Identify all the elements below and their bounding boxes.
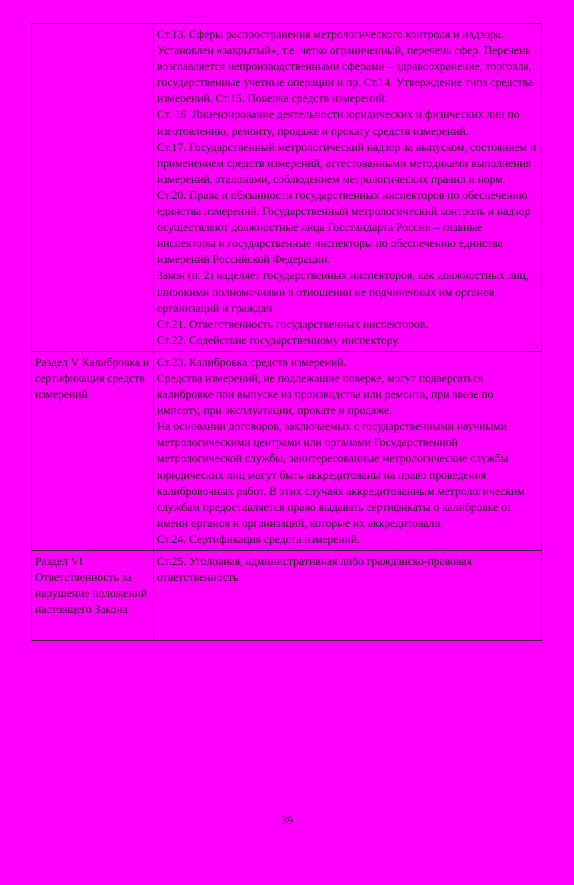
paragraph: Ст.24. Сертификация средств измерений. [157, 532, 360, 546]
paragraph: Ст.21. Ответственность государственных инспекторов. [157, 317, 429, 331]
paragraph: Ст.25. Уголовная, административная либо гражданско-правовая ответственность. [157, 555, 472, 585]
paragraph: Средства измерений, не подлежащие поверке, могут подвергаться калибровке при выпуске из производства или ремонта, при ввозе по импорту, при эксплуатации, прокате и продаже. [157, 371, 494, 418]
paragraph: Ст. 16. Лицензирование деятельности юридических и физических лиц по изготовлению, ремонту, продаже и прокату средств измерений. [157, 108, 520, 138]
document-table [31, 23, 542, 641]
table-row [32, 24, 542, 352]
table-row [32, 551, 542, 641]
paragraph: Ст.17. Государственный метрологический надзор за выпуском, состоянием и применением средств измерений, аттестованными методиками выполнения измерений, эталонами, соблюдением метрологических правил и норм. [157, 140, 537, 186]
section-cell: Раздел VI Ответственность за нарушение положений настоящего Закона [32, 551, 154, 641]
content-cell [154, 24, 542, 352]
content-cell [154, 351, 542, 550]
paragraph: Ст.20. Права и обязанности государственных инспекторов по обеспечению единства измерений. Государственный метрологический контроль и надзор осуществляют должностные лица Госстандарта России – главные инспекторы и государственные инспекторы по обеспечению единства измерений Российской Федерации. [157, 188, 531, 267]
section-cell: Раздел V Калибровка и сертификация средств измерений [32, 351, 154, 550]
section-cell [32, 24, 154, 352]
paragraph: На основании договоров, заключаемых с государственными научными метрологическими центрами или органами Государственной метрологической службы, заинтересованные метрологические службы юридических лиц могут быть аккредитованы на право проведения калибровочных работ. В этих случаях аккредитованным метрологическим службам предоставляется право выдавать сертификаты о калибровке от имени органов и организаций, которые их аккредитовали. [157, 420, 525, 530]
table-row [32, 351, 542, 550]
page-number: 39 [281, 813, 293, 827]
paragraph: Установлен «закрытый», т.е. четко ограниченный, перечень сфер. Перечень возглавляется непроизводственными сферами – здравоохранение, торговля, государственные учетные операции и пр. Ст.14. Утверждение типа средства измерений. Ст.15. Поверка средств измерений. [157, 44, 534, 106]
paragraph: Ст.23. Калибровка средств измерений. [157, 355, 347, 369]
paragraph: Закон (п. 2) наделяет государственных инспекторов, как должностных лиц, широкими полномочиями в отношении не подчиненных им органов, организаций и граждан. [157, 269, 529, 315]
content-cell [154, 551, 542, 641]
paragraph: Ст.22. Содействие государственному инспектору. [157, 333, 400, 347]
paragraph: Ст.13. Сферы распространения метрологического контроля и надзора. [157, 28, 504, 41]
